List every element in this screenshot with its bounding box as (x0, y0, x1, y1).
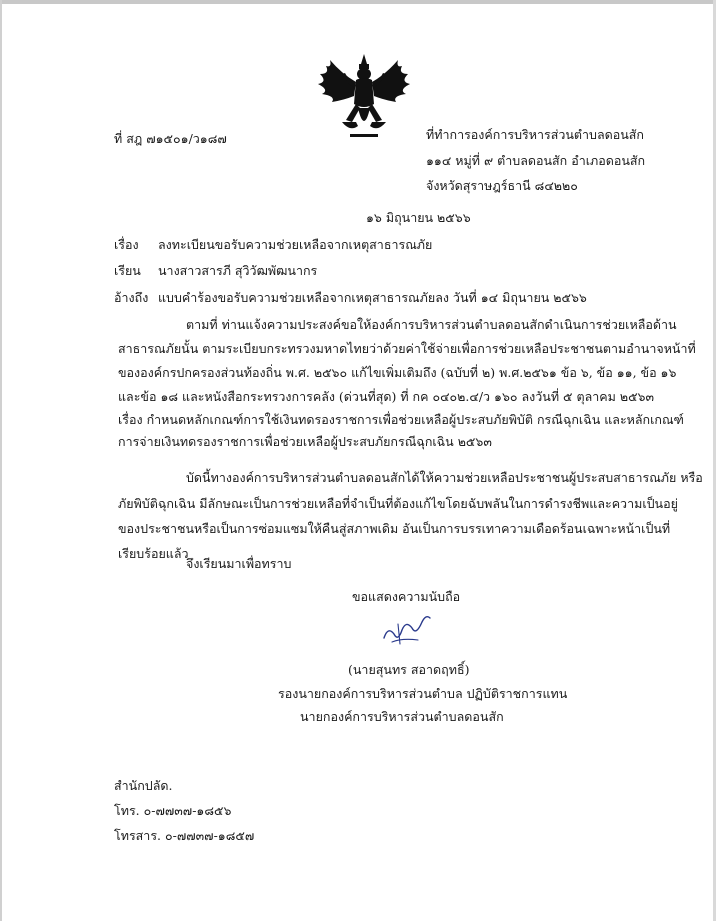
reference-number: ที่ สฎ ๗๑๕๐๑/ว๑๘๗ (114, 131, 227, 146)
closing-line: จึงเรียนมาเพื่อทราบ (186, 556, 292, 571)
handwritten-signature (378, 608, 434, 648)
reference-label: อ้างถึง (114, 290, 149, 305)
scan-edge-left (0, 0, 2, 921)
sender-address-line-3: จังหวัดสุราษฎร์ธานี ๘๔๒๒๐ (426, 178, 578, 193)
paragraph-1-line: การจ่ายเงินทดรองราชการเพื่อช่วยเหลือผู้ประสบภัยกรณีฉุกเฉิน ๒๕๖๓ (118, 434, 492, 449)
paragraph-1-line: สาธารณภัยนั้น ตามระเบียบกระทรวงมหาดไทยว่าด้วยค่าใช้จ่ายเพื่อการช่วยเหลือประชาชนตามอำนาจหน้าที่ (118, 341, 696, 356)
recipient-name: นางสาวสารภี สุวิวัฒพัฒนากร (158, 263, 318, 278)
regards-line: ขอแสดงความนับถือ (352, 589, 461, 604)
paragraph-1-line: และข้อ ๑๘ และหนังสือกระทรวงการคลัง (ด่วนที่สุด) ที่ กค ๐๔๐๒.๔/ว ๑๖๐ ลงวันที่ ๕ ตุลาคม ๒๕๖๓ (118, 389, 655, 404)
paragraph-2-line: ภัยพิบัติฉุกเฉิน มีลักษณะเป็นการช่วยเหลือที่จำเป็นที่ต้องแก้ไขโดยฉับพลันในการดำรงชีพและความเป็นอยู่ (118, 496, 678, 511)
subject-text: ลงทะเบียนขอรับความช่วยเหลือจากเหตุสาธารณภัย (158, 237, 433, 252)
scan-edge-top (0, 0, 716, 4)
sender-address-line-1: ที่ทำการองค์การบริหารส่วนตำบลดอนสัก (426, 127, 644, 142)
signer-title-line-2: นายกองค์การบริหารส่วนตำบลดอนสัก (300, 709, 504, 724)
recipient-label: เรียน (114, 263, 141, 278)
garuda-emblem-icon (312, 52, 416, 140)
paragraph-2-line: บัดนี้ทางองค์การบริหารส่วนตำบลดอนสักได้ให้ความช่วยเหลือประชาชนผู้ประสบสาธารณภัย หรือ (186, 470, 703, 485)
sender-address-line-2: ๑๑๔ หมู่ที่ ๙ ตำบลดอนสัก อำเภอดอนสัก (426, 153, 646, 168)
paragraph-2-line: ของประชาชนหรือเป็นการซ่อมแซมให้คืนสู่สภาพเดิม อันเป็นการบรรเทาความเดือดร้อนเฉพาะหน้าเป็นที่ (118, 521, 671, 536)
telephone-number: โทร. ๐-๗๗๓๗-๑๘๕๖ (114, 803, 232, 818)
paragraph-1-line: ตามที่ ท่านแจ้งความประสงค์ขอให้องค์การบริหารส่วนตำบลดอนสักดำเนินการช่วยเหลือด้าน (186, 317, 677, 332)
reference-text: แบบคำร้องขอรับความช่วยเหลือจากเหตุสาธารณภัยลง วันที่ ๑๔ มิถุนายน ๒๕๖๖ (158, 290, 587, 305)
subject-label: เรื่อง (114, 237, 139, 252)
paragraph-1-line: ขององค์กรปกครองส่วนท้องถิ่น พ.ศ. ๒๕๖๐ แก้ไขเพิ่มเติมถึง (ฉบับที่ ๒) พ.ศ.๒๕๖๑ ข้อ ๖, ข้อ ๑๑, ข้อ ๑๖ (118, 365, 677, 380)
paragraph-2-line: เรียบร้อยแล้ว (118, 546, 189, 561)
signer-name: (นายสุนทร สอาดฤทธิ์) (348, 662, 470, 677)
letter-date: ๑๖ มิถุนายน ๒๕๖๖ (366, 210, 471, 225)
paragraph-1-line: เรื่อง กำหนดหลักเกณฑ์การใช้เงินทดรองราชการเพื่อช่วยเหลือผู้ประสบภัยพิบัติ กรณีฉุกเฉิน และหลักเกณฑ์ (118, 412, 684, 427)
office-name: สำนักปลัด. (114, 778, 173, 793)
fax-number: โทรสาร. ๐-๗๗๓๗-๑๘๕๗ (114, 828, 255, 843)
signer-title-line-1: รองนายกองค์การบริหารส่วนตำบล ปฏิบัติราชการแทน (278, 686, 568, 701)
